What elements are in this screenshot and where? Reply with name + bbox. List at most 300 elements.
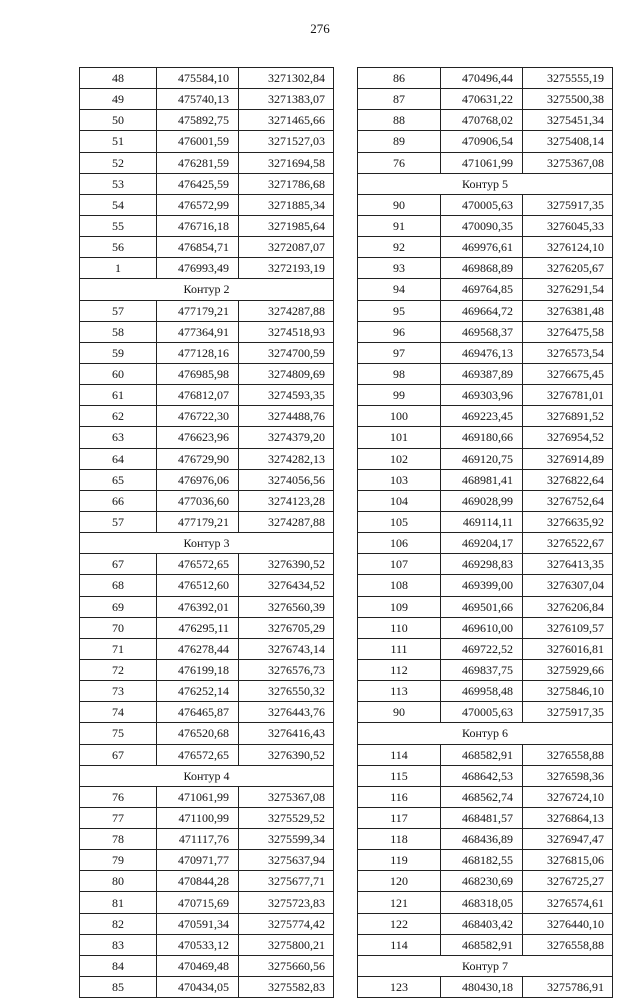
table-row <box>80 871 334 892</box>
contour-header-row <box>80 533 334 554</box>
table-row <box>80 131 334 152</box>
point-number-cell: 104 <box>358 490 441 511</box>
x-coordinate-cell: 476001,59 <box>157 131 239 152</box>
y-coordinate-cell: 3276109,57 <box>523 617 613 638</box>
x-coordinate-cell: 468436,89 <box>441 829 523 850</box>
point-number-cell: 103 <box>358 469 441 490</box>
table-row <box>358 554 613 575</box>
x-coordinate-cell: 476281,59 <box>157 152 239 173</box>
y-coordinate-cell: 3276574,61 <box>523 892 613 913</box>
y-coordinate-cell: 3271302,84 <box>239 68 334 89</box>
table-row <box>80 892 334 913</box>
y-coordinate-cell: 3276891,52 <box>523 406 613 427</box>
contour-header-row <box>358 955 613 976</box>
table-row <box>358 575 613 596</box>
table-body <box>80 68 334 998</box>
table-row <box>358 786 613 807</box>
contour-header-row <box>80 279 334 300</box>
y-coordinate-cell: 3276635,92 <box>523 511 613 532</box>
x-coordinate-cell: 469204,17 <box>441 533 523 554</box>
y-coordinate-cell: 3275529,52 <box>239 807 334 828</box>
table-row <box>358 850 613 871</box>
y-coordinate-cell: 3276291,54 <box>523 279 613 300</box>
point-number-cell: 78 <box>80 829 157 850</box>
table-row <box>80 215 334 236</box>
point-number-cell: 117 <box>358 807 441 828</box>
point-number-cell: 66 <box>80 490 157 511</box>
x-coordinate-cell: 469399,00 <box>441 575 523 596</box>
table-row <box>80 575 334 596</box>
point-number-cell: 90 <box>358 194 441 215</box>
point-number-cell: 110 <box>358 617 441 638</box>
point-number-cell: 81 <box>80 892 157 913</box>
x-coordinate-cell: 469298,83 <box>441 554 523 575</box>
table-row <box>358 300 613 321</box>
x-coordinate-cell: 476976,06 <box>157 469 239 490</box>
x-coordinate-cell: 476812,07 <box>157 385 239 406</box>
table-row <box>80 68 334 89</box>
table-row <box>358 194 613 215</box>
point-number-cell: 52 <box>80 152 157 173</box>
y-coordinate-cell: 3275367,08 <box>239 786 334 807</box>
table-row <box>358 765 613 786</box>
x-coordinate-cell: 469610,00 <box>441 617 523 638</box>
table-row <box>358 977 613 998</box>
point-number-cell: 86 <box>358 68 441 89</box>
table-row <box>80 723 334 744</box>
point-number-cell: 107 <box>358 554 441 575</box>
y-coordinate-cell: 3276724,10 <box>523 786 613 807</box>
x-coordinate-cell: 476854,71 <box>157 237 239 258</box>
table-row <box>358 406 613 427</box>
x-coordinate-cell: 470906,54 <box>441 131 523 152</box>
point-number-cell: 68 <box>80 575 157 596</box>
point-number-cell: 67 <box>80 554 157 575</box>
y-coordinate-cell: 3276390,52 <box>239 744 334 765</box>
point-number-cell: 119 <box>358 850 441 871</box>
table-row <box>358 89 613 110</box>
table-row <box>358 342 613 363</box>
y-coordinate-cell: 3276781,01 <box>523 385 613 406</box>
y-coordinate-cell: 3276440,10 <box>523 913 613 934</box>
x-coordinate-cell: 470496,44 <box>441 68 523 89</box>
x-coordinate-cell: 476252,14 <box>157 681 239 702</box>
x-coordinate-cell: 476623,96 <box>157 427 239 448</box>
x-coordinate-cell: 469120,75 <box>441 448 523 469</box>
x-coordinate-cell: 469476,13 <box>441 342 523 363</box>
x-coordinate-cell: 470631,22 <box>441 89 523 110</box>
table-row <box>358 110 613 131</box>
x-coordinate-cell: 477128,16 <box>157 342 239 363</box>
table-row <box>358 596 613 617</box>
table-row <box>80 406 334 427</box>
y-coordinate-cell: 3275723,83 <box>239 892 334 913</box>
x-coordinate-cell: 480430,18 <box>441 977 523 998</box>
x-coordinate-cell: 475584,10 <box>157 68 239 89</box>
point-number-cell: 98 <box>358 363 441 384</box>
x-coordinate-cell: 476572,99 <box>157 194 239 215</box>
table-row <box>358 681 613 702</box>
table-row <box>80 554 334 575</box>
y-coordinate-cell: 3274056,56 <box>239 469 334 490</box>
x-coordinate-cell: 469387,89 <box>441 363 523 384</box>
point-number-cell: 114 <box>358 934 441 955</box>
table-row <box>80 490 334 511</box>
x-coordinate-cell: 469303,96 <box>441 385 523 406</box>
contour-header: Контур 3 <box>80 533 334 554</box>
page-number: 276 <box>310 21 330 36</box>
x-coordinate-cell: 476729,90 <box>157 448 239 469</box>
x-coordinate-cell: 469028,99 <box>441 490 523 511</box>
point-number-cell: 77 <box>80 807 157 828</box>
table-row <box>358 638 613 659</box>
y-coordinate-cell: 3276124,10 <box>523 237 613 258</box>
table-row <box>80 385 334 406</box>
table-row <box>80 829 334 850</box>
point-number-cell: 84 <box>80 955 157 976</box>
y-coordinate-cell: 3271786,68 <box>239 173 334 194</box>
x-coordinate-cell: 468318,05 <box>441 892 523 913</box>
table-row <box>358 427 613 448</box>
point-number-cell: 112 <box>358 659 441 680</box>
y-coordinate-cell: 3276045,33 <box>523 215 613 236</box>
table-row <box>358 363 613 384</box>
y-coordinate-cell: 3275786,91 <box>523 977 613 998</box>
y-coordinate-cell: 3274287,88 <box>239 300 334 321</box>
table-row <box>80 955 334 976</box>
x-coordinate-cell: 477364,91 <box>157 321 239 342</box>
y-coordinate-cell: 3276864,13 <box>523 807 613 828</box>
y-coordinate-cell: 3275500,38 <box>523 89 613 110</box>
x-coordinate-cell: 469223,45 <box>441 406 523 427</box>
x-coordinate-cell: 468182,55 <box>441 850 523 871</box>
point-number-cell: 64 <box>80 448 157 469</box>
table-row <box>358 385 613 406</box>
table-row <box>80 89 334 110</box>
x-coordinate-cell: 476520,68 <box>157 723 239 744</box>
y-coordinate-cell: 3276560,39 <box>239 596 334 617</box>
y-coordinate-cell: 3276675,45 <box>523 363 613 384</box>
x-coordinate-cell: 469568,37 <box>441 321 523 342</box>
point-number-cell: 106 <box>358 533 441 554</box>
point-number-cell: 122 <box>358 913 441 934</box>
y-coordinate-cell: 3274700,59 <box>239 342 334 363</box>
x-coordinate-cell: 476199,18 <box>157 659 239 680</box>
table-row <box>80 681 334 702</box>
contour-header: Контур 5 <box>358 173 613 194</box>
y-coordinate-cell: 3271527,03 <box>239 131 334 152</box>
y-coordinate-cell: 3276443,76 <box>239 702 334 723</box>
x-coordinate-cell: 468481,57 <box>441 807 523 828</box>
y-coordinate-cell: 3275451,34 <box>523 110 613 131</box>
point-number-cell: 62 <box>80 406 157 427</box>
point-number-cell: 70 <box>80 617 157 638</box>
y-coordinate-cell: 3276475,58 <box>523 321 613 342</box>
table-row <box>80 173 334 194</box>
x-coordinate-cell: 476572,65 <box>157 554 239 575</box>
table-row <box>358 448 613 469</box>
x-coordinate-cell: 469180,66 <box>441 427 523 448</box>
point-number-cell: 60 <box>80 363 157 384</box>
y-coordinate-cell: 3276550,32 <box>239 681 334 702</box>
point-number-cell: 123 <box>358 977 441 998</box>
x-coordinate-cell: 476295,11 <box>157 617 239 638</box>
x-coordinate-cell: 475740,13 <box>157 89 239 110</box>
point-number-cell: 53 <box>80 173 157 194</box>
y-coordinate-cell: 3275367,08 <box>523 152 613 173</box>
x-coordinate-cell: 470971,77 <box>157 850 239 871</box>
x-coordinate-cell: 476716,18 <box>157 215 239 236</box>
x-coordinate-cell: 470005,63 <box>441 702 523 723</box>
y-coordinate-cell: 3271885,34 <box>239 194 334 215</box>
point-number-cell: 73 <box>80 681 157 702</box>
point-number-cell: 118 <box>358 829 441 850</box>
y-coordinate-cell: 3272087,07 <box>239 237 334 258</box>
point-number-cell: 51 <box>80 131 157 152</box>
y-coordinate-cell: 3276815,06 <box>523 850 613 871</box>
point-number-cell: 83 <box>80 934 157 955</box>
coordinates-table-left <box>79 67 334 998</box>
y-coordinate-cell: 3271465,66 <box>239 110 334 131</box>
x-coordinate-cell: 475892,75 <box>157 110 239 131</box>
table-row <box>358 490 613 511</box>
point-number-cell: 88 <box>358 110 441 131</box>
point-number-cell: 82 <box>80 913 157 934</box>
point-number-cell: 99 <box>358 385 441 406</box>
y-coordinate-cell: 3276205,67 <box>523 258 613 279</box>
point-number-cell: 49 <box>80 89 157 110</box>
y-coordinate-cell: 3276434,52 <box>239 575 334 596</box>
point-number-cell: 76 <box>358 152 441 173</box>
table-row <box>80 152 334 173</box>
table-row <box>80 448 334 469</box>
y-coordinate-cell: 3274809,69 <box>239 363 334 384</box>
x-coordinate-cell: 470768,02 <box>441 110 523 131</box>
point-number-cell: 92 <box>358 237 441 258</box>
table-row <box>358 659 613 680</box>
point-number-cell: 75 <box>80 723 157 744</box>
x-coordinate-cell: 471061,99 <box>441 152 523 173</box>
table-row <box>358 807 613 828</box>
table-row <box>358 279 613 300</box>
y-coordinate-cell: 3276947,47 <box>523 829 613 850</box>
point-number-cell: 56 <box>80 237 157 258</box>
point-number-cell: 121 <box>358 892 441 913</box>
x-coordinate-cell: 476465,87 <box>157 702 239 723</box>
table-row <box>80 638 334 659</box>
table-row <box>358 829 613 850</box>
contour-header-row <box>80 765 334 786</box>
y-coordinate-cell: 3276413,35 <box>523 554 613 575</box>
table-row <box>80 300 334 321</box>
point-number-cell: 58 <box>80 321 157 342</box>
y-coordinate-cell: 3276752,64 <box>523 490 613 511</box>
point-number-cell: 108 <box>358 575 441 596</box>
table-row <box>80 702 334 723</box>
table-row <box>80 342 334 363</box>
table-row <box>358 68 613 89</box>
y-coordinate-cell: 3275599,34 <box>239 829 334 850</box>
contour-header: Контур 2 <box>80 279 334 300</box>
y-coordinate-cell: 3276558,88 <box>523 934 613 955</box>
point-number-cell: 74 <box>80 702 157 723</box>
x-coordinate-cell: 469722,52 <box>441 638 523 659</box>
y-coordinate-cell: 3276573,54 <box>523 342 613 363</box>
y-coordinate-cell: 3276416,43 <box>239 723 334 744</box>
point-number-cell: 59 <box>80 342 157 363</box>
table-row <box>80 596 334 617</box>
table-row <box>80 511 334 532</box>
y-coordinate-cell: 3274123,28 <box>239 490 334 511</box>
y-coordinate-cell: 3274593,35 <box>239 385 334 406</box>
x-coordinate-cell: 468582,91 <box>441 744 523 765</box>
point-number-cell: 94 <box>358 279 441 300</box>
table-row <box>358 934 613 955</box>
table-row <box>80 934 334 955</box>
table-row <box>80 258 334 279</box>
x-coordinate-cell: 471100,99 <box>157 807 239 828</box>
y-coordinate-cell: 3275582,83 <box>239 977 334 998</box>
x-coordinate-cell: 470434,05 <box>157 977 239 998</box>
x-coordinate-cell: 469501,66 <box>441 596 523 617</box>
point-number-cell: 97 <box>358 342 441 363</box>
point-number-cell: 116 <box>358 786 441 807</box>
table-row <box>358 215 613 236</box>
point-number-cell: 109 <box>358 596 441 617</box>
y-coordinate-cell: 3276576,73 <box>239 659 334 680</box>
point-number-cell: 90 <box>358 702 441 723</box>
x-coordinate-cell: 469837,75 <box>441 659 523 680</box>
y-coordinate-cell: 3275846,10 <box>523 681 613 702</box>
coordinates-table-right <box>357 67 613 998</box>
y-coordinate-cell: 3271383,07 <box>239 89 334 110</box>
y-coordinate-cell: 3276598,36 <box>523 765 613 786</box>
x-coordinate-cell: 470591,34 <box>157 913 239 934</box>
table-row <box>80 850 334 871</box>
contour-header: Контур 4 <box>80 765 334 786</box>
contour-header-row <box>358 723 613 744</box>
point-number-cell: 85 <box>80 977 157 998</box>
table-row <box>358 131 613 152</box>
x-coordinate-cell: 476392,01 <box>157 596 239 617</box>
point-number-cell: 114 <box>358 744 441 765</box>
table-row <box>80 469 334 490</box>
point-number-cell: 113 <box>358 681 441 702</box>
point-number-cell: 93 <box>358 258 441 279</box>
table-body <box>358 68 613 998</box>
x-coordinate-cell: 470005,63 <box>441 194 523 215</box>
y-coordinate-cell: 3275917,35 <box>523 702 613 723</box>
contour-header-row <box>358 173 613 194</box>
y-coordinate-cell: 3274518,93 <box>239 321 334 342</box>
x-coordinate-cell: 469664,72 <box>441 300 523 321</box>
y-coordinate-cell: 3276725,27 <box>523 871 613 892</box>
point-number-cell: 67 <box>80 744 157 765</box>
x-coordinate-cell: 469976,61 <box>441 237 523 258</box>
x-coordinate-cell: 468981,41 <box>441 469 523 490</box>
x-coordinate-cell: 476985,98 <box>157 363 239 384</box>
x-coordinate-cell: 476722,30 <box>157 406 239 427</box>
table-row <box>358 258 613 279</box>
table-row <box>80 786 334 807</box>
point-number-cell: 72 <box>80 659 157 680</box>
y-coordinate-cell: 3275408,14 <box>523 131 613 152</box>
table-row <box>358 511 613 532</box>
point-number-cell: 50 <box>80 110 157 131</box>
x-coordinate-cell: 477179,21 <box>157 511 239 532</box>
x-coordinate-cell: 469764,85 <box>441 279 523 300</box>
table-row <box>358 152 613 173</box>
y-coordinate-cell: 3275637,94 <box>239 850 334 871</box>
y-coordinate-cell: 3276390,52 <box>239 554 334 575</box>
table-row <box>80 363 334 384</box>
x-coordinate-cell: 469114,11 <box>441 511 523 532</box>
y-coordinate-cell: 3274488,76 <box>239 406 334 427</box>
table-row <box>80 807 334 828</box>
table-row <box>80 659 334 680</box>
table-row <box>358 702 613 723</box>
x-coordinate-cell: 476572,65 <box>157 744 239 765</box>
point-number-cell: 1 <box>80 258 157 279</box>
y-coordinate-cell: 3276558,88 <box>523 744 613 765</box>
table-row <box>358 321 613 342</box>
y-coordinate-cell: 3274282,13 <box>239 448 334 469</box>
y-coordinate-cell: 3275917,35 <box>523 194 613 215</box>
x-coordinate-cell: 468562,74 <box>441 786 523 807</box>
x-coordinate-cell: 469958,48 <box>441 681 523 702</box>
y-coordinate-cell: 3276016,81 <box>523 638 613 659</box>
x-coordinate-cell: 476993,49 <box>157 258 239 279</box>
point-number-cell: 55 <box>80 215 157 236</box>
point-number-cell: 101 <box>358 427 441 448</box>
point-number-cell: 48 <box>80 68 157 89</box>
y-coordinate-cell: 3275677,71 <box>239 871 334 892</box>
y-coordinate-cell: 3276822,64 <box>523 469 613 490</box>
x-coordinate-cell: 469868,89 <box>441 258 523 279</box>
table-row <box>80 194 334 215</box>
y-coordinate-cell: 3276522,67 <box>523 533 613 554</box>
contour-header: Контур 6 <box>358 723 613 744</box>
y-coordinate-cell: 3271694,58 <box>239 152 334 173</box>
point-number-cell: 57 <box>80 511 157 532</box>
y-coordinate-cell: 3275774,42 <box>239 913 334 934</box>
x-coordinate-cell: 468403,42 <box>441 913 523 934</box>
y-coordinate-cell: 3276743,14 <box>239 638 334 659</box>
y-coordinate-cell: 3276954,52 <box>523 427 613 448</box>
table-row <box>80 913 334 934</box>
y-coordinate-cell: 3274379,20 <box>239 427 334 448</box>
point-number-cell: 115 <box>358 765 441 786</box>
y-coordinate-cell: 3275929,66 <box>523 659 613 680</box>
table-row <box>80 110 334 131</box>
table-row <box>80 617 334 638</box>
table-row <box>358 913 613 934</box>
point-number-cell: 91 <box>358 215 441 236</box>
x-coordinate-cell: 470715,69 <box>157 892 239 913</box>
y-coordinate-cell: 3276206,84 <box>523 596 613 617</box>
table-row <box>358 617 613 638</box>
table-row <box>80 321 334 342</box>
x-coordinate-cell: 476278,44 <box>157 638 239 659</box>
y-coordinate-cell: 3275660,56 <box>239 955 334 976</box>
point-number-cell: 120 <box>358 871 441 892</box>
x-coordinate-cell: 470844,28 <box>157 871 239 892</box>
point-number-cell: 111 <box>358 638 441 659</box>
y-coordinate-cell: 3275555,19 <box>523 68 613 89</box>
x-coordinate-cell: 470469,48 <box>157 955 239 976</box>
point-number-cell: 105 <box>358 511 441 532</box>
point-number-cell: 57 <box>80 300 157 321</box>
